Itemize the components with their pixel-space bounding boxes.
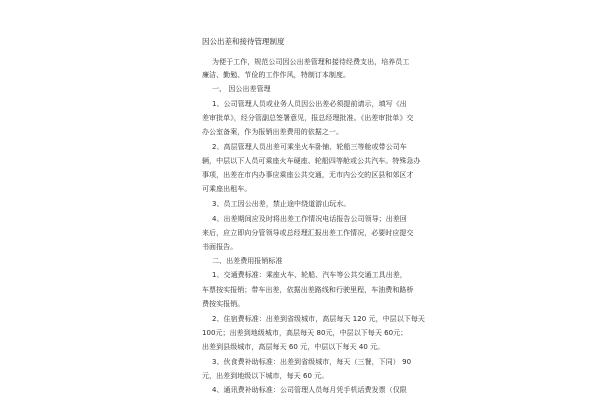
section-heading: 二、出差费用报销标准	[212, 257, 283, 265]
paragraph-line: 100元；出差到地级城市，高层每天 80元，中层以下每天 60元；	[202, 329, 408, 337]
paragraph-line: 来后，应立即向分管领导或总经理汇报出差工作情况，必要时应提交	[202, 229, 414, 237]
document-title: 因公出差和接待管理制度	[202, 37, 285, 46]
paragraph-line: 4、出差期间应及时将出差工作情况电话报告公司领导；出差回	[212, 215, 407, 223]
paragraph-line: 事项，出差在市内办事应乘座公共交通，无市内公交的区县和郊区才	[202, 171, 414, 179]
paragraph-line: 车票按实报销；带车出差，依据出差路线和行驶里程，车油费和路桥	[202, 286, 414, 294]
paragraph-line: 元，出差到地级以下城市，每天 60 元。	[202, 372, 329, 380]
paragraph-line: 出差到县级城市，高层每天 60 元，中层以下每天 40 元。	[202, 343, 385, 351]
paragraph-line: 辆，中层以下人员可乘座火车硬座、轮船四等舱或公共汽车。特殊急办	[202, 157, 421, 165]
paragraph-line: 2、高层管理人员出差可乘坐火车卧铺、轮船三等舱或带公司车	[212, 143, 407, 151]
paragraph-line: 2、住宿费标准：出差到省级城市，高层每天 120 元，中层以下每天	[212, 315, 425, 323]
paragraph-line: 可乘座出租车。	[202, 185, 252, 193]
paragraph-line: 为便于工作，规范公司因公出差管理和接待经费支出，培养员工	[212, 58, 410, 66]
paragraph-line: 3、员工因公出差，禁止途中绕道游山玩水。	[212, 200, 351, 208]
paragraph-line: 廉洁、勤勉、节俭的工作作风，特制订本制度。	[202, 71, 351, 79]
paragraph-line: 费按实报销。	[202, 300, 245, 308]
paragraph-line: 办公室备案，作为报销出差费用的依据之一。	[202, 128, 343, 136]
paragraph-line: 4、通讯费补助标准：公司管理人员每月凭手机话费发票（仅限	[212, 386, 407, 394]
section-heading: 一、 因公出差管理	[212, 85, 271, 93]
paragraph-line: 1、公司管理人员或业务人员因公出差必须提前请示，填写《出	[212, 100, 407, 108]
paragraph-line: 差审批单》，经分管副总签署意见，报总经理批准。《出差审批单》交	[202, 114, 414, 122]
paragraph-line: 1、交通费标准：乘座火车、轮船、汽车等公共交通工具出差，	[212, 271, 407, 279]
paragraph-line: 书面报告。	[202, 243, 238, 251]
paragraph-line: 3、伙食费补助标准：出差到省级城市，每天（三餐，下同） 90	[212, 358, 412, 366]
